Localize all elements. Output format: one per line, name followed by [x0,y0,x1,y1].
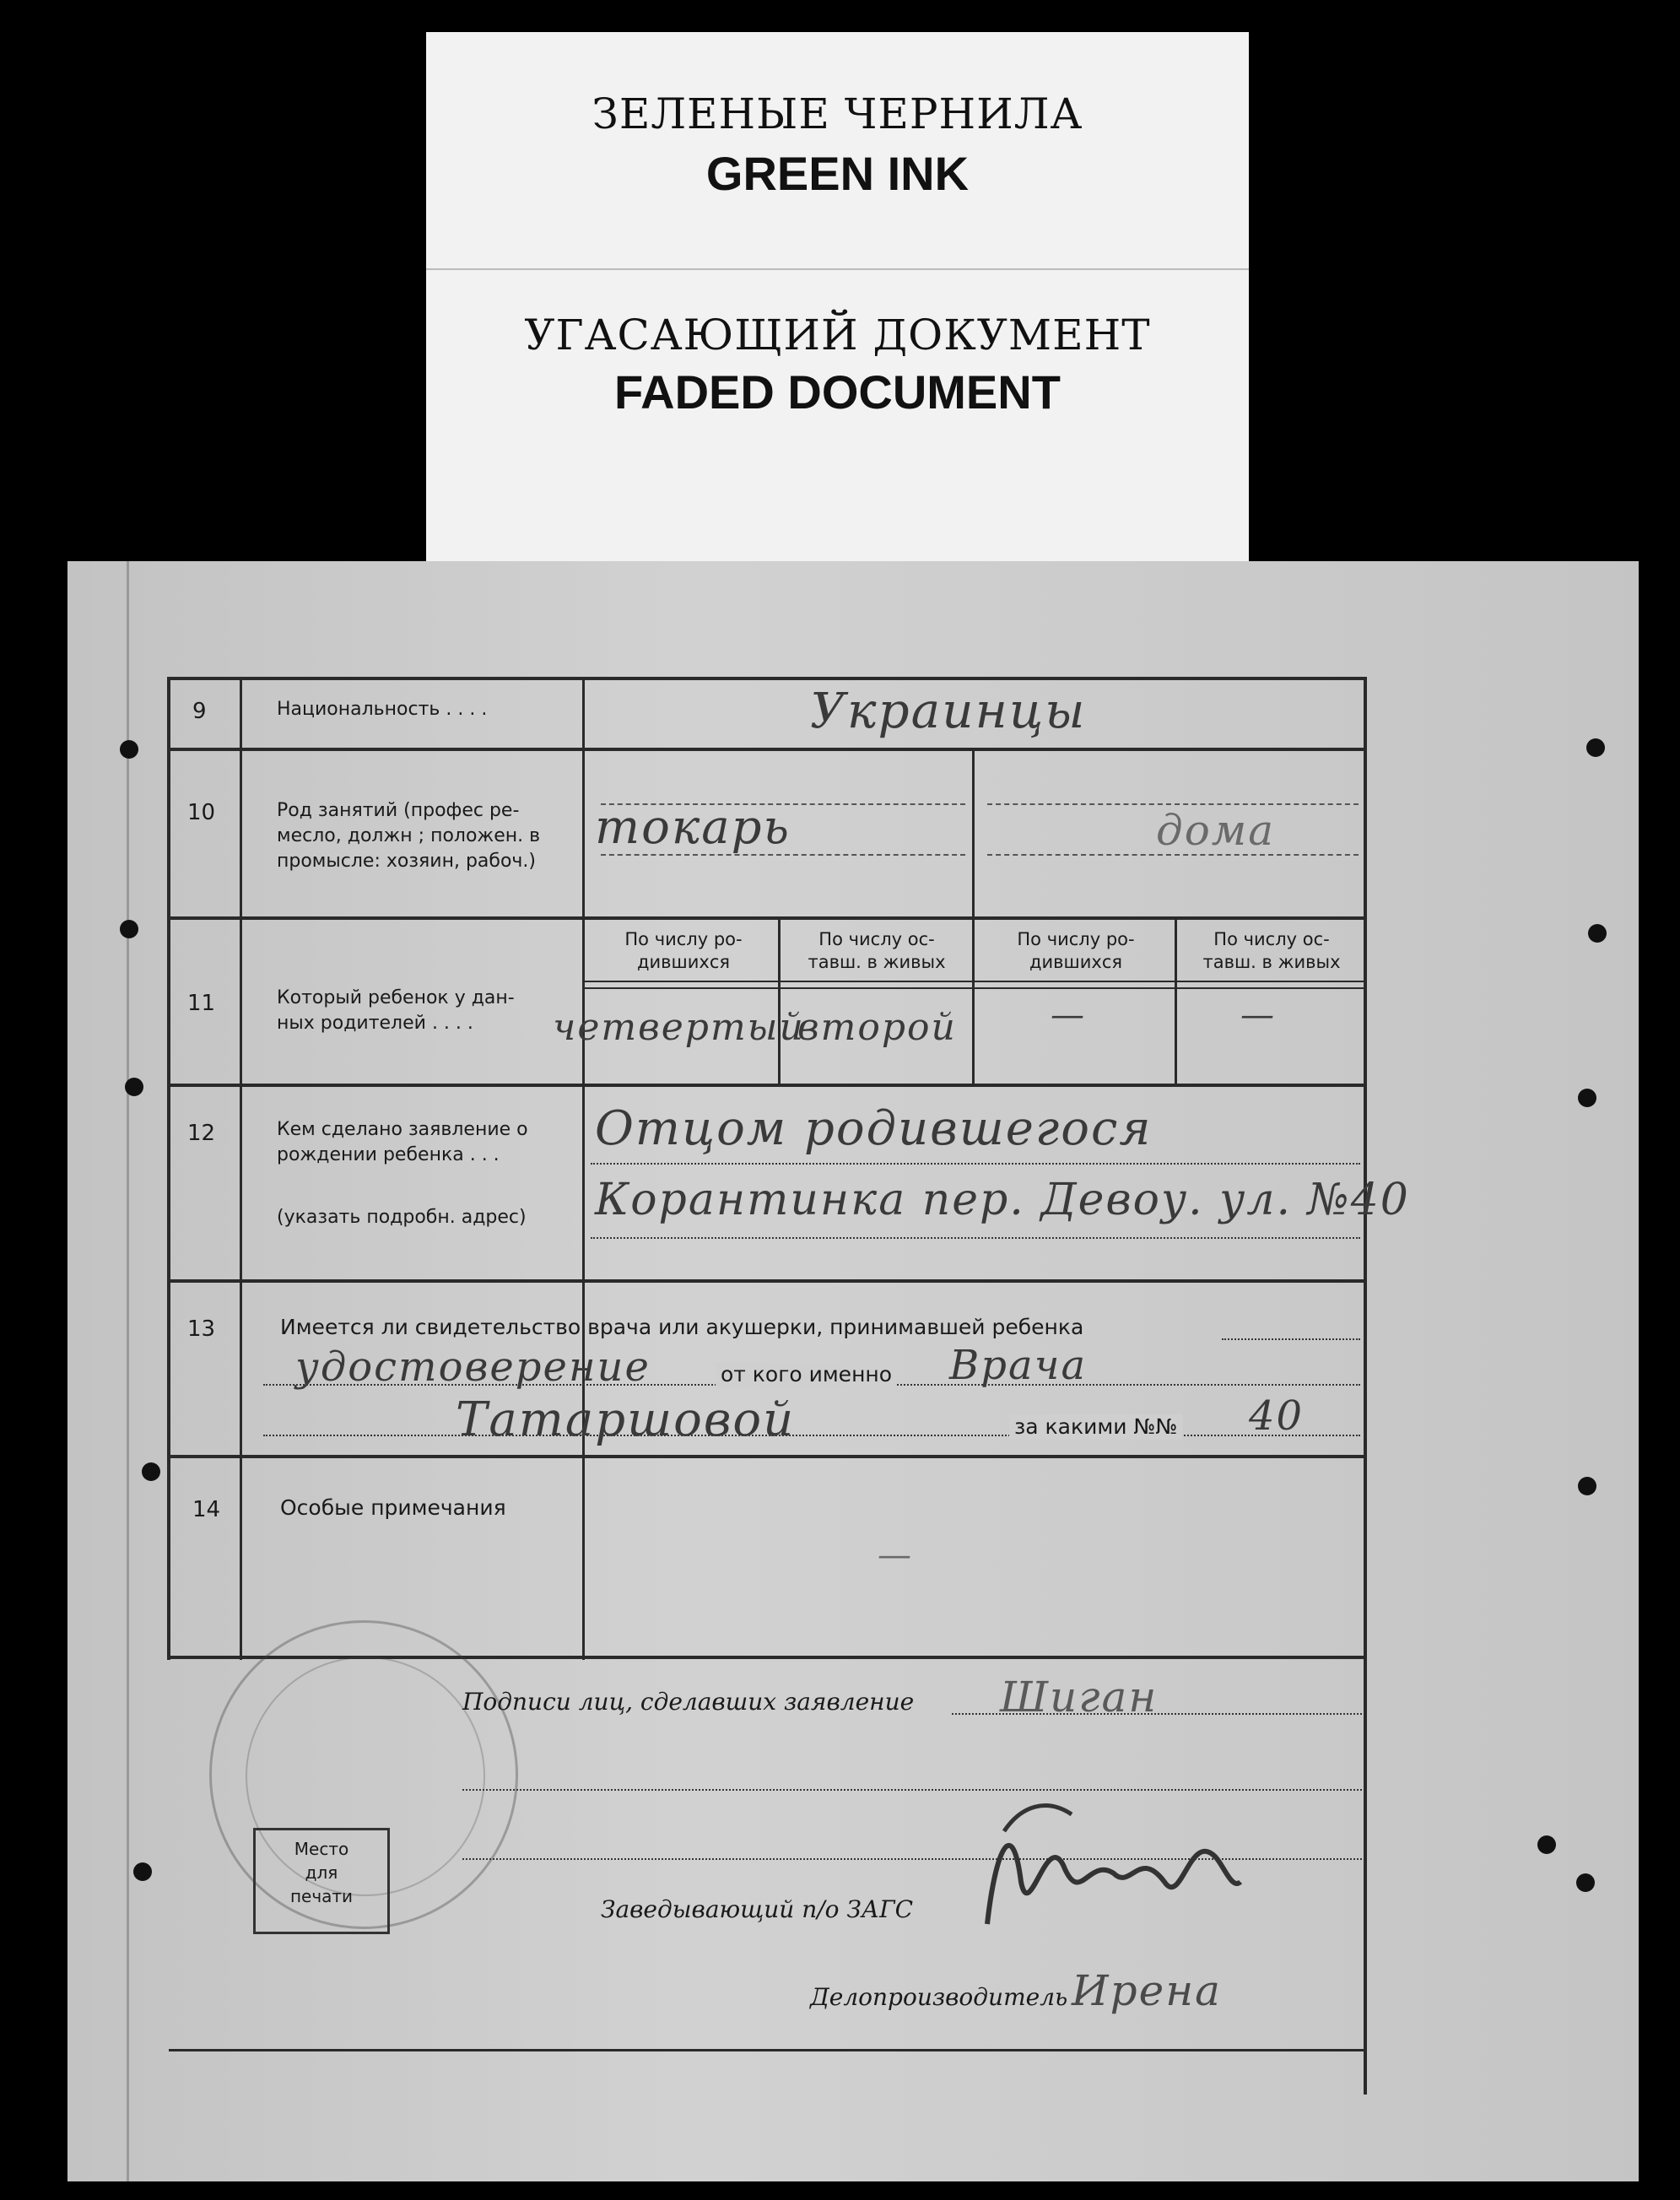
r11-header-born-father: По числу ро- дившихся [624,929,743,972]
binding-hole-left-2 [120,920,138,938]
row-13-label: Имеется ли свидетельство врача или акушерки, принимавшей ребенка [280,1315,1084,1339]
row-10-mother-dashes [987,803,1359,805]
row-10-mother-occupation: дома [1156,806,1276,855]
row-14-dash-mark: — [878,1536,913,1575]
grid-num-column [240,677,242,1660]
row-12-address: Корантинка пер. Девоу. ул. №40 [595,1175,1410,1225]
binding-hole-right-1 [1586,738,1605,757]
row-10-father-occupation: токарь [595,800,791,855]
grid-r11-header-line [582,981,1367,982]
r11-value-born-father: четвертый [553,1006,805,1049]
grid-left-border [167,677,170,1660]
binding-hole-right-4 [1578,1477,1596,1495]
row-11-number: 11 [187,991,216,1016]
r11-header-alive-mother: По числу ос- тавш. в живых [1202,929,1341,972]
row-10-number: 10 [187,800,216,825]
grid-r11-header-line-2 [582,987,1367,989]
green-ink-ru: ЗЕЛЕНЫЕ ЧЕРНИЛА [592,89,1083,138]
r11-value-born-mother: — [1051,996,1086,1035]
binding-hole-left-4 [142,1462,160,1481]
clerk-signature: Ирена [1072,1966,1222,2015]
row-12-line-2 [591,1237,1360,1239]
row-13-line-2 [263,1435,1360,1436]
row-10-label: Род занятий (профес ре- месло, должн ; положен. в промысле: хозяин, рабоч.) [277,800,541,872]
seal-place-box: Место для печати [253,1828,390,1934]
binding-hole-right-2 [1588,924,1607,943]
row-14-number: 14 [192,1497,221,1522]
faded-document-en: FADED DOCUMENT [614,365,1061,419]
binding-hole-right-3 [1578,1089,1596,1107]
green-ink-en: GREEN INK [705,147,970,200]
row-13-number-value: 40 [1249,1392,1305,1440]
r11-value-alive-mother: — [1240,996,1276,1035]
declarant-signature: Шиган [1000,1673,1159,1722]
grid-label-column [582,677,585,1660]
grid-row-10-bottom [167,916,1365,920]
grid-bottom-border [169,2049,1367,2051]
clerk-label: Делопроизводитель [810,1983,1068,2011]
row-12-address-hint: (указать подробн. адрес) [277,1207,527,1228]
row-11-label: Который ребенок у дан- ных родителей . . . . [277,987,515,1034]
row-12-label: Кем сделано заявление о рождении ребенка . . . [277,1119,528,1165]
row-14-label: Особые примечания [280,1495,506,1520]
binding-hole-right-5 [1576,1873,1595,1892]
grid-r11-col2 [778,918,781,1085]
binding-hole-left-3 [125,1078,143,1096]
r11-value-alive-father: второй [797,1006,957,1049]
grid-row-13-bottom [167,1455,1365,1458]
grid-top-border [167,677,1365,680]
grid-row-11-bottom [167,1084,1365,1087]
row-12-number: 12 [187,1121,216,1146]
faded-document-ru: УГАСАЮЩИЙ ДОКУМЕНТ [524,311,1151,359]
row-9-nationality-value: Украинцы [810,682,1087,739]
row-9-label: Национальность . . . . [277,699,488,720]
green-ink-label [426,32,1249,270]
binding-hole-right-6 [1537,1835,1556,1854]
row-13-doctor-name: Татаршовой [456,1392,796,1447]
grid-row-9-bottom [167,748,1365,751]
grid-right-border [1364,677,1367,2095]
page-fold [127,561,129,2181]
archive-label-card [426,32,1249,561]
grid-r11-col4 [1175,918,1177,1085]
binding-hole-left-1 [120,740,138,759]
row-13-numbers-label: за какими №№ [1009,1414,1182,1440]
row-13-certificate: удостоверение [295,1343,651,1391]
row-9-number: 9 [192,699,207,724]
row-13-from-label: от кого именно [716,1362,897,1387]
row-12-declarant: Отцом родившегося [595,1101,1153,1156]
r11-header-alive-father: По числу ос- тавш. в живых [808,929,946,972]
zags-head-signature [970,1781,1249,1949]
row-13-line-0 [1222,1338,1360,1340]
row-13-issuer: Врача [949,1342,1088,1389]
binding-hole-left-5 [133,1862,152,1881]
row-12-line-1 [591,1163,1360,1165]
zags-head-label: Заведывающий п/о ЗАГС [601,1895,914,1923]
signatures-label: Подписи лиц, сделавших заявление [462,1688,915,1716]
faded-document-label [426,270,1249,561]
r11-header-born-mother: По числу ро- дившихся [1017,929,1135,972]
grid-row-12-bottom [167,1279,1365,1283]
row-13-number: 13 [187,1316,216,1342]
